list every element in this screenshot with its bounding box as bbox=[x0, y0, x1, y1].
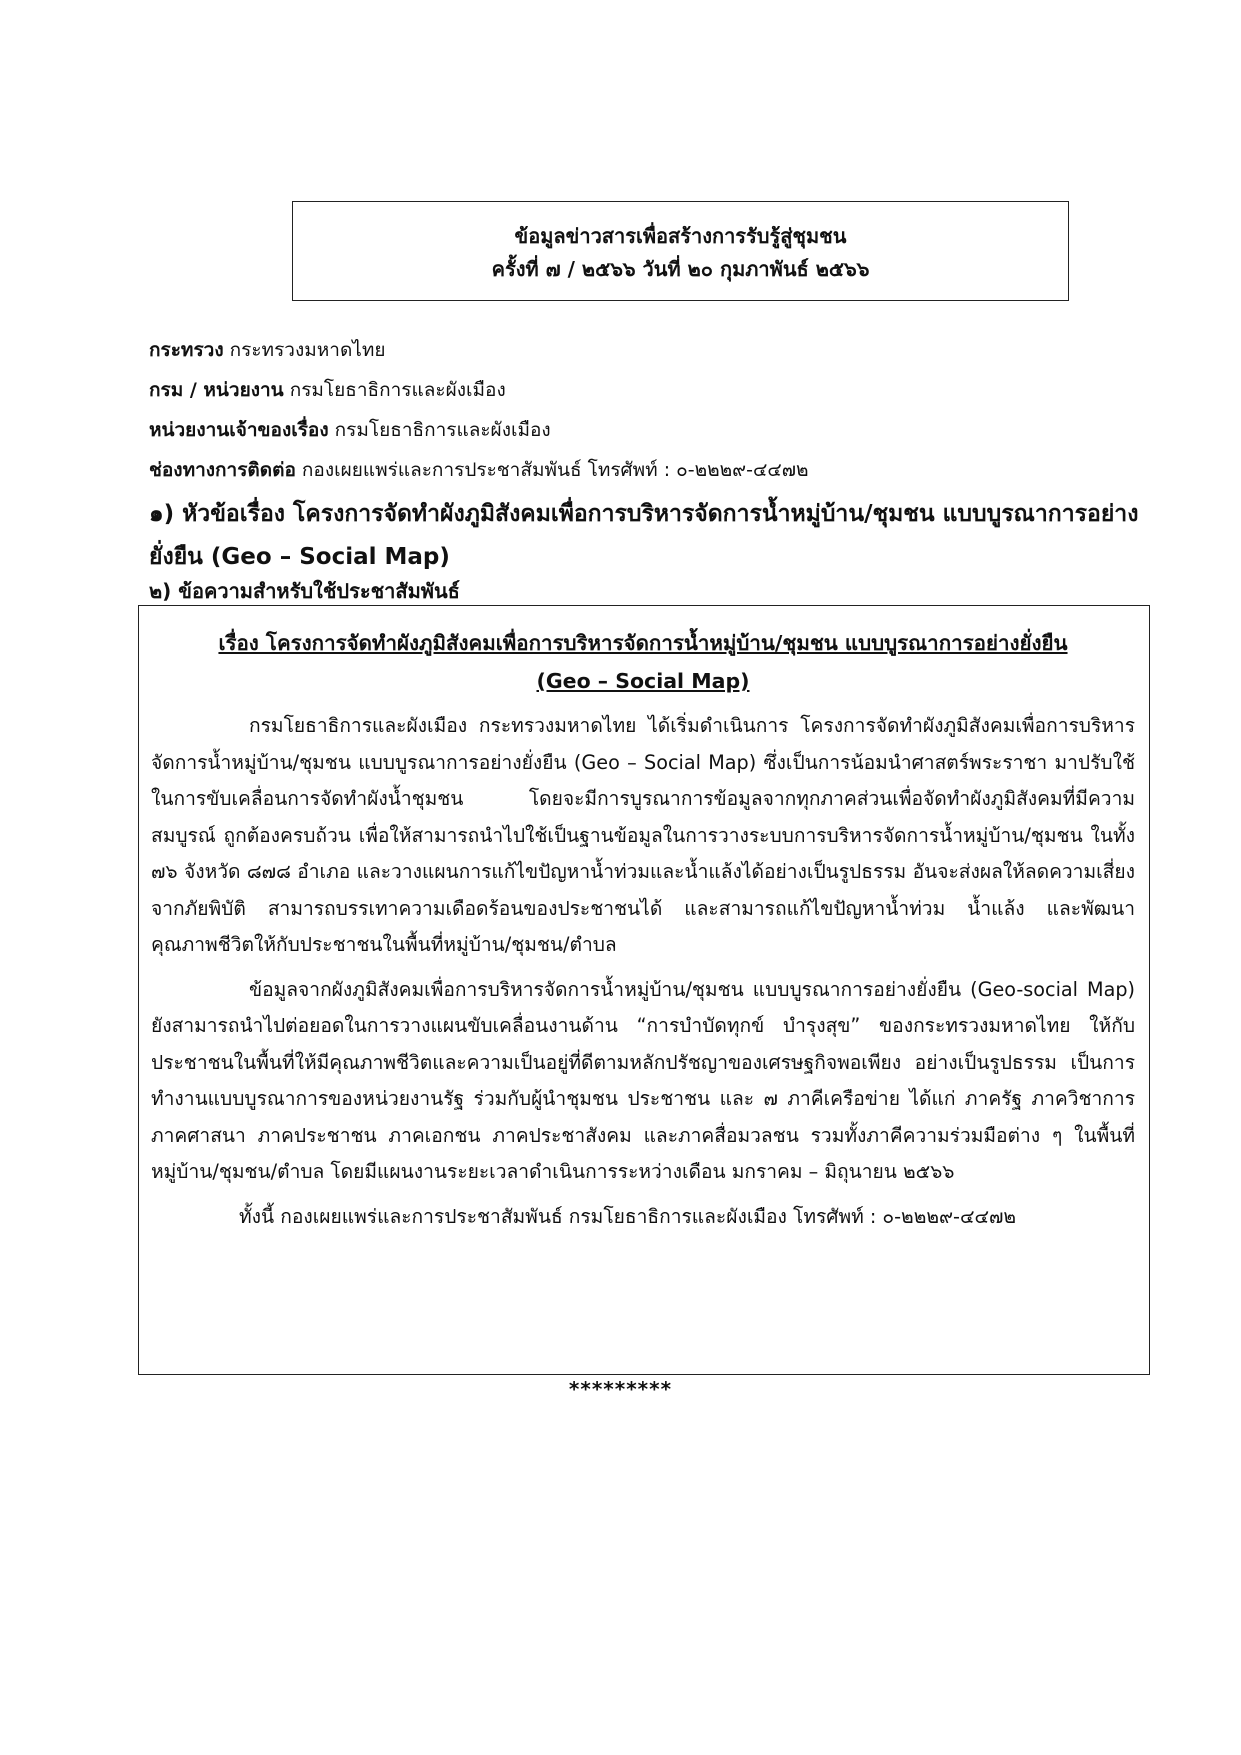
end-of-document-marker: ********* bbox=[568, 1377, 673, 1401]
topic-heading: ๑) หัวข้อเรื่อง โครงการจัดทำผังภูมิสังคมเพื่อการบริหารจัดการน้ำหมู่บ้าน/ชุมชน แบบบูรณาการอย่างยั่งยืน (Geo – Social Map) bbox=[149, 501, 1139, 570]
pr-closing-contact: ทั้งนี้ กองเผยแพร่และการประชาสัมพันธ์ กรมโยธาธิการและผังเมือง โทรศัพท์ : ๐-๒๒๒๙-๔๔๗๒ bbox=[239, 1204, 1017, 1228]
meta-department-value: กรมโยธาธิการและผังเมือง bbox=[283, 379, 506, 401]
meta-contact-value: กองเผยแพร่และการประชาสัมพันธ์ โทรศัพท์ : ๐-๒๒๒๙-๔๔๗๒ bbox=[295, 459, 809, 481]
meta-ministry-label: กระทรวง bbox=[149, 339, 224, 361]
pr-paragraph-1: กรมโยธาธิการและผังเมือง กระทรวงมหาดไทย ได้เริ่มดำเนินการ โครงการจัดทำผังภูมิสังคมเพื่อการบริหารจัดการน้ำหมู่บ้าน/ชุมชน แบบบูรณาการอย่างยั่งยืน (Geo – Social Map) ซึ่งเป็นการน้อมนำศาสตร์พระราชา มาปรับใช้ในการขับเคลื่อนการจัดทำผังน้ำชุมชน โดยจะมีการบูรณาการข้อมูลจากทุกภาคส่วนเพื่อจัดทำผังภูมิสังคมที่มีความสมบูรณ์ ถูกต้องครบถ้วน เพื่อให้สามารถนำไปใช้เป็นฐานข้อมูลในการวางระบบการบริหารจัดการน้ำหมู่บ้าน/ชุมชน ในทั้ง ๗๖ จังหวัด ๘๗๘ อำเภอ และวางแผนการแก้ไขปัญหาน้ำท่วมและน้ำแล้งได้อย่างเป็นรูปธรรม อันจะส่งผลให้ลดความเสี่ยงจากภัยพิบัติ สามารถบรรเทาความเดือดร้อนของประชาชนได้ และสามารถแก้ไขปัญหาน้ำท่วม น้ำแล้ง และพัฒนาคุณภาพชีวิตให้กับประชาชนในพื้นที่หมู่บ้าน/ชุมชน/ตำบล bbox=[151, 714, 1135, 956]
document-meta bbox=[149, 330, 1129, 490]
meta-department-label: กรม / หน่วยงาน bbox=[149, 379, 284, 401]
pr-message-heading: ๒) ข้อความสำหรับใช้ประชาสัมพันธ์ bbox=[149, 579, 460, 603]
header-issue-date: ครั้งที่ ๗ / ๒๕๖๖ วันที่ ๒๐ กุมภาพันธ์ ๒๕๖๖ bbox=[491, 257, 870, 281]
pr-paragraph-2: ข้อมูลจากผังภูมิสังคมเพื่อการบริหารจัดการน้ำหมู่บ้าน/ชุมชน แบบบูรณาการอย่างยั่งยืน (Geo-social Map) ยังสามารถนำไปต่อยอดในการวางแผนขับเคลื่อนงานด้าน “การบำบัดทุกข์ บำรุงสุข” ของกระทรวงมหาดไทย ให้กับประชาชนในพื้นที่ให้มีคุณภาพชีวิตและความเป็นอยู่ที่ดีตามหลักปรัชญาของเศรษฐกิจพอเพียง อย่างเป็นรูปธรรม เป็นการทำงานแบบบูรณาการของหน่วยงานรัฐ ร่วมกับผู้นำชุมชน ประชาชน และ ๗ ภาคีเครือข่าย ได้แก่ ภาครัฐ ภาควิชาการ ภาคศาสนา ภาคประชาชน ภาคเอกชน ภาคประชาสังคม และภาคสื่อมวลชน รวมทั้งภาคีความร่วมมือต่าง ๆ ในพื้นที่หมู่บ้าน/ชุมชน/ตำบล โดยมีแผนงานระยะเวลาดำเนินการระหว่างเดือน มกราคม – มิถุนายน ๒๕๖๖ bbox=[151, 977, 1135, 1183]
pr-message-box bbox=[138, 605, 1150, 1375]
meta-ministry-value: กระทรวงมหาดไทย bbox=[223, 339, 386, 361]
meta-department bbox=[149, 370, 1129, 410]
meta-ministry bbox=[149, 330, 1129, 370]
meta-contact-label: ช่องทางการติดต่อ bbox=[149, 459, 296, 481]
pr-message-title-line2: (Geo – Social Map) bbox=[536, 669, 750, 693]
meta-owner-label: หน่วยงานเจ้าของเรื่อง bbox=[149, 419, 329, 441]
meta-owner-value: กรมโยธาธิการและผังเมือง bbox=[328, 419, 551, 441]
meta-owner bbox=[149, 410, 1129, 450]
header-title: ข้อมูลข่าวสารเพื่อสร้างการรับรู้สู่ชุมชน bbox=[514, 224, 847, 248]
pr-message-title bbox=[151, 624, 1135, 700]
meta-contact bbox=[149, 450, 1129, 490]
pr-message-title-line1: เรื่อง โครงการจัดทำผังภูมิสังคมเพื่อการบริหารจัดการน้ำหมู่บ้าน/ชุมชน แบบบูรณาการอย่างยั่งยืน bbox=[218, 631, 1068, 655]
document-header-box bbox=[292, 201, 1069, 301]
